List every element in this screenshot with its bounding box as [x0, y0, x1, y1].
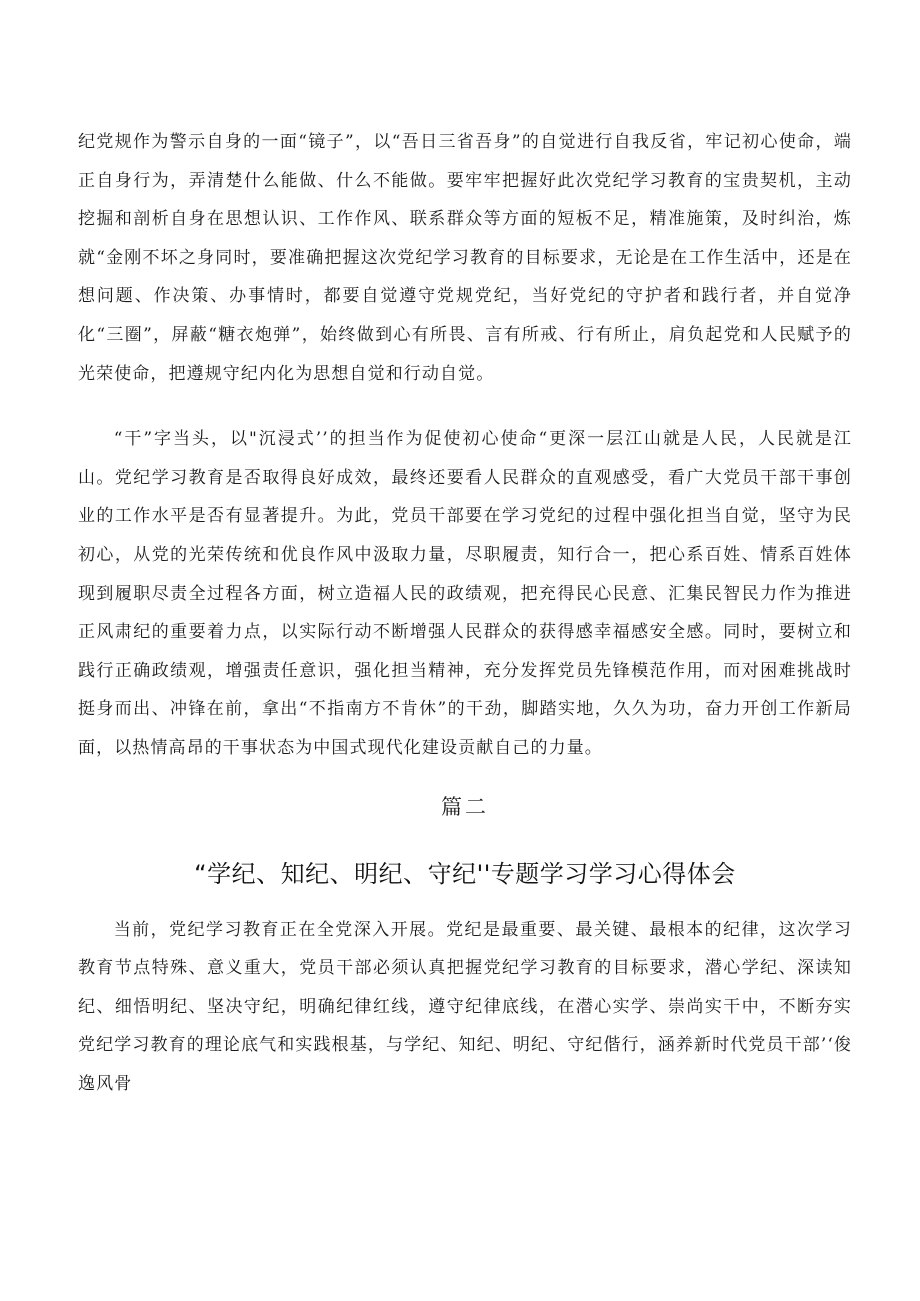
body-paragraph-2: “干”字当头，以"沉浸式’’的担当作为促使初心使命“更深一层江山就是人民，人民就是江山。党纪学习教育是否取得良好成效，最终还要看人民群众的直观感受，看广大党员干部干事创业的工作水平是否有显著提升。为此，党员干部要在学习党纪的过程中强化担当自觉，坚守为民初心，从党的光荣传统和优良作风中汲取力量，尽职履责，知行合一，把心系百姓、情系百姓体现到履职尽责全过程各方面，树立造福人民的政绩观，把充得民心民意、汇集民智民力作为推进正风肃纪的重要着力点，以实际行动不断增强人民群众的获得感幸福感安全感。同时，要树立和践行正确政绩观，增强责任意识，强化担当精神，充分发挥党员先锋模范作用，而对困难挑战时挺身而出、冲锋在前，拿出“不指南方不肯休”的干劲，脚踏实地，久久为功，奋力开创工作新局面，以热情高昂的干事状态为中国式现代化建设贡献自己的力量。 [78, 429, 852, 758]
section-title: “学纪、知纪、明纪、守纪''专题学习学习心得体会 [194, 859, 736, 888]
document-page [78, 123, 852, 1103]
body-paragraph-1: 纪党规作为警示自身的一面“镜子”，以“吾日三省吾身”的自觉进行自我反省，牢记初心使命，端正自身行为，弄清楚什么能做、什么不能做。要牢牢把握好此次党纪学习教育的宝贵契机，主动挖掘和剖析自身在思想认识、工作作风、联系群众等方面的短板不足，精准施策，及时纠治，炼就“金刚不坏之身同时，要准确把握这次党纪学习教育的目标要求，无论是在工作生活中，还是在想问题、作决策、办事情时，都要自觉遵守党规党纪，当好党纪的守护者和践行者，并自觉净化“三圈”，屏蔽“糖衣炮弹”，始终做到心有所畏、言有所戒、行有所止，肩负起党和人民赋予的光荣使命，把遵规守纪内化为思想自觉和行动自觉。 [78, 132, 852, 384]
section-label: 篇二 [441, 794, 489, 819]
body-paragraph-3: 当前，党纪学习教育正在全党深入开展。党纪是最重要、最关键、最根本的纪律，这次学习教育节点特殊、意义重大，党员干部必须认真把握党纪学习教育的目标要求，潜心学纪、深读知纪、细悟明纪、坚决守纪，明确纪律红线，遵守纪律底线，在潜心实学、崇尚实干中，不断夯实党纪学习教育的理论底气和实践根基，与学纪、知纪、明纪、守纪偕行，涵养新时代党员干部’‘俊逸风骨 [78, 919, 852, 1094]
